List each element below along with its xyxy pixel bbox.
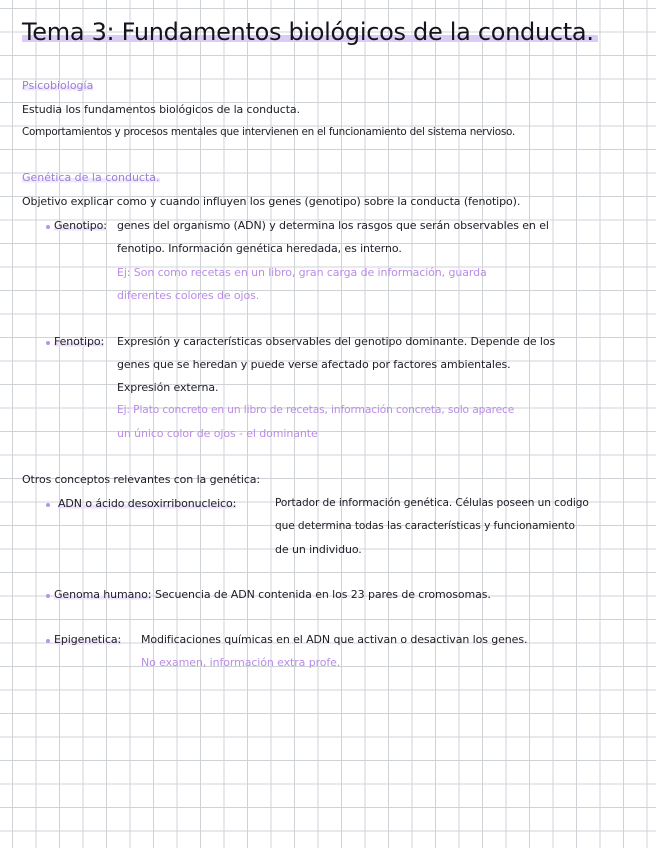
adn-line-1: Portador de información genética. Células poseen un codigo (275, 497, 589, 509)
term-epigenetica: Epigenetica: (54, 633, 122, 646)
term-genoma-humano: Genoma humano: (54, 588, 152, 601)
bullet-icon (46, 503, 50, 507)
adn-line-2: que determina todas las características y funcionamiento (275, 520, 575, 532)
term-adn: ADN o ácido desoxirribonucleico: (58, 497, 237, 510)
genoma-text: Secuencia de ADN contenida en los 23 pares de cromosomas. (155, 588, 491, 601)
psicobiologia-line-1: Estudia los fundamentos biológicos de la conducta. (22, 103, 300, 116)
page-title: Tema 3: Fundamentos biológicos de la conducta. (22, 20, 598, 44)
fenotipo-example-line-1: Ej: Plato concreto en un libro de recetas, información concreta, solo aparece (117, 404, 515, 416)
term-genotipo: Genotipo: (54, 219, 107, 232)
genotipo-example-line-1: Ej: Son como recetas en un libro, gran carga de información, guarda (117, 266, 487, 279)
bullet-icon (46, 225, 50, 229)
section-heading-genetica: Genética de la conducta. (22, 171, 160, 184)
bullet-icon (46, 639, 50, 643)
fenotipo-example-line-2: un único color de ojos - el dominante (117, 427, 318, 440)
fenotipo-line-1: Expresión y características observables del genotipo dominante. Depende de los (117, 335, 556, 348)
genotipo-line-2: fenotipo. Información genética heredada, es interno. (117, 242, 402, 255)
genetica-intro: Objetivo explicar como y cuando influyen los genes (genotipo) sobre la conducta (fenotipo). (22, 195, 521, 208)
psicobiologia-line-2: Comportamientos y procesos mentales que intervienen en el funcionamiento del sistema nervioso. (22, 126, 516, 138)
section-heading-psicobiologia: Psicobiología (22, 79, 94, 92)
genotipo-example-line-2: diferentes colores de ojos. (117, 289, 260, 302)
epigenetica-text: Modificaciones químicas en el ADN que activan o desactivan los genes. (141, 633, 528, 646)
section-heading-otros-conceptos: Otros conceptos relevantes con la genética: (22, 473, 261, 486)
bullet-icon (46, 594, 50, 598)
epigenetica-note: No examen, información extra profe. (141, 656, 341, 669)
fenotipo-line-3: Expresión externa. (117, 381, 219, 394)
fenotipo-line-2: genes que se heredan y puede verse afectado por factores ambientales. (117, 358, 511, 371)
bullet-icon (46, 341, 50, 345)
term-fenotipo: Fenotipo: (54, 335, 105, 348)
adn-line-3: de un individuo. (275, 543, 362, 556)
genotipo-line-1: genes del organismo (ADN) y determina los rasgos que serán observables en el (117, 219, 549, 232)
